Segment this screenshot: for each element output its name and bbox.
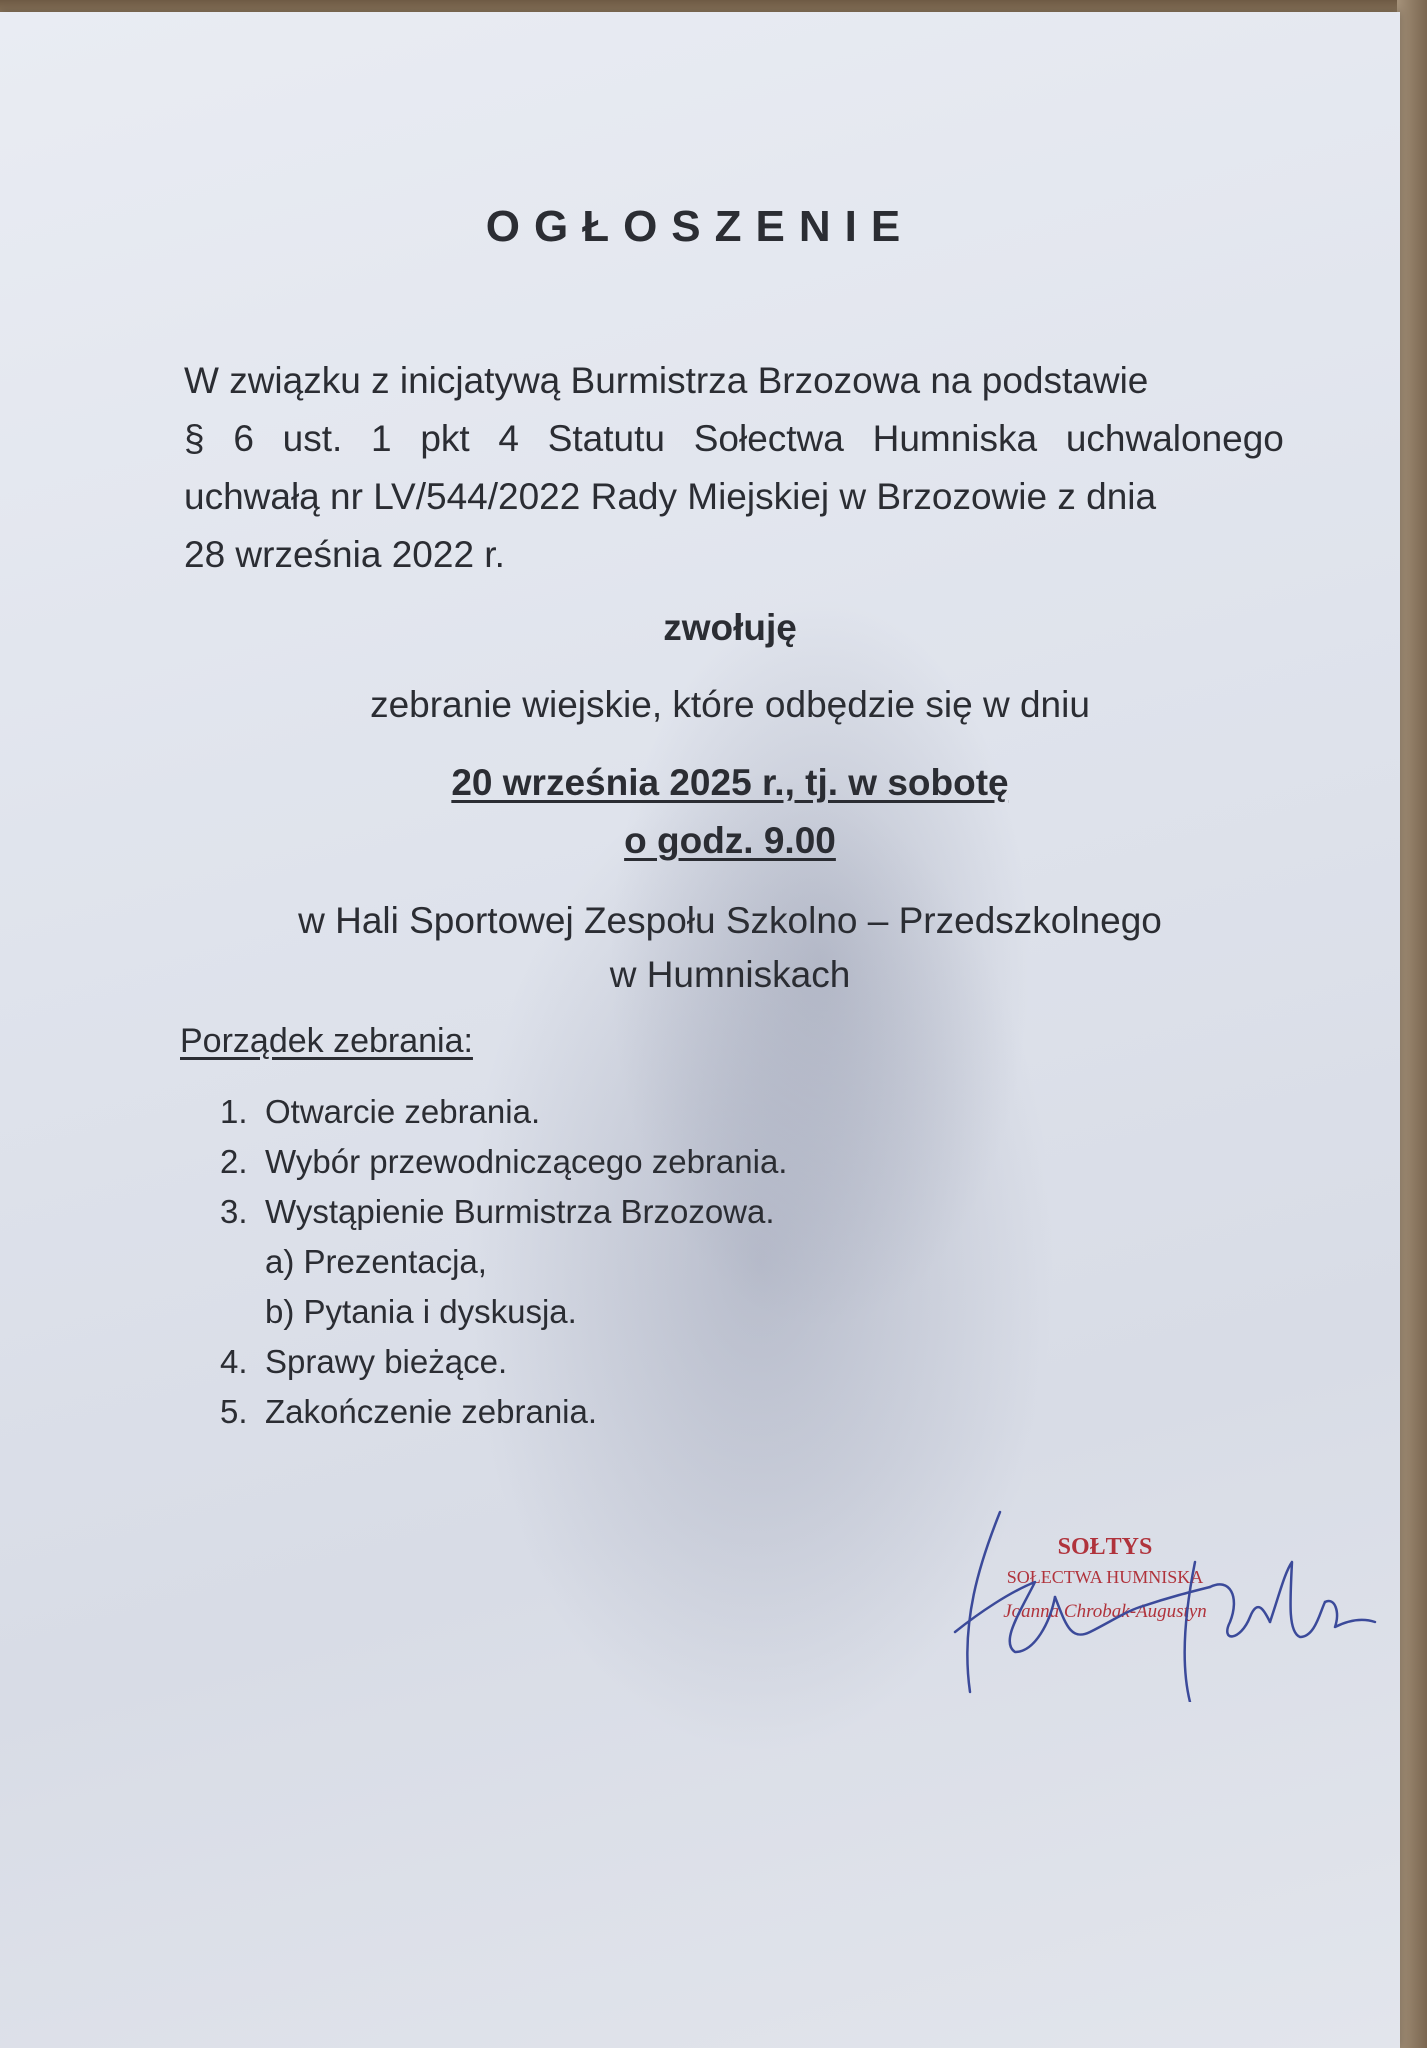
agenda-item-number: 1.: [220, 1093, 248, 1130]
stamp-line-3: Joanna Chrobak-Augustyn: [1003, 1601, 1207, 1622]
announcement-sheet: [0, 12, 1400, 2048]
intro-word: uchwalonego: [1065, 418, 1284, 459]
agenda-item: [220, 1187, 787, 1237]
intro-paragraph: [184, 352, 1284, 584]
desk-surface-right: [1397, 0, 1427, 2048]
stamp-line-2: SOŁECTWA HUMNISKA: [1006, 1567, 1204, 1587]
agenda-item-text: Otwarcie zebrania.: [265, 1093, 541, 1130]
intro-word: Humniska: [872, 418, 1038, 459]
intro-word: 4: [498, 418, 519, 459]
agenda-heading: Porządek zebrania:: [180, 1022, 473, 1060]
agenda-item-number: 5.: [220, 1393, 248, 1430]
agenda-item-text: Wystąpienie Burmistrza Brzozowa.: [265, 1193, 775, 1230]
venue-line-1: w Hali Sportowej Zespołu Szkolno – Przedszkolnego: [298, 900, 1162, 941]
intro-line-1: W związku z inicjatywą Burmistrza Brzozowa na podstawie: [184, 360, 1149, 401]
agenda-subitem: a) Prezentacja,: [265, 1243, 487, 1280]
intro-line-3: uchwałą nr LV/544/2022 Rady Miejskiej w Brzozowie z dnia: [184, 476, 1157, 517]
agenda-item: [220, 1137, 787, 1187]
intro-word: ust.: [282, 418, 343, 459]
intro-line-4: 28 września 2022 r.: [184, 534, 505, 575]
agenda-item-number: 3.: [220, 1193, 248, 1230]
intro-word: §: [184, 418, 205, 459]
intro-line-2: [184, 410, 1284, 468]
agenda-subitem: b) Pytania i dyskusja.: [265, 1293, 577, 1330]
agenda-item-number: 4.: [220, 1343, 248, 1380]
convene-heading: zwołuję: [663, 607, 797, 648]
agenda-item-text: Sprawy bieżące.: [265, 1343, 508, 1380]
intro-word: 6: [233, 418, 254, 459]
stamp-line-1: SOŁTYS: [1057, 1534, 1153, 1560]
intro-word: Statutu: [547, 418, 665, 459]
agenda-item: [220, 1387, 787, 1437]
meeting-text: zebranie wiejskie, które odbędzie się w dniu: [370, 684, 1090, 725]
agenda-list: [220, 1087, 787, 1437]
document-title: OGŁOSZENIE: [485, 202, 915, 251]
intro-word: pkt: [420, 418, 470, 459]
agenda-item-text: Zakończenie zebrania.: [265, 1393, 598, 1430]
intro-word: Sołectwa: [693, 418, 844, 459]
intro-word: 1: [371, 418, 392, 459]
handwritten-signature: [940, 1502, 1380, 1702]
agenda-item-number: 2.: [220, 1143, 248, 1180]
meeting-time: o godz. 9.00: [624, 820, 836, 861]
agenda-item-text: Wybór przewodniczącego zebrania.: [265, 1143, 788, 1180]
venue-line-2: w Humniskach: [609, 954, 851, 995]
agenda-item: [220, 1087, 787, 1137]
meeting-date: 20 września 2025 r., tj. w sobotę: [451, 762, 1009, 803]
agenda-item: [220, 1337, 787, 1387]
